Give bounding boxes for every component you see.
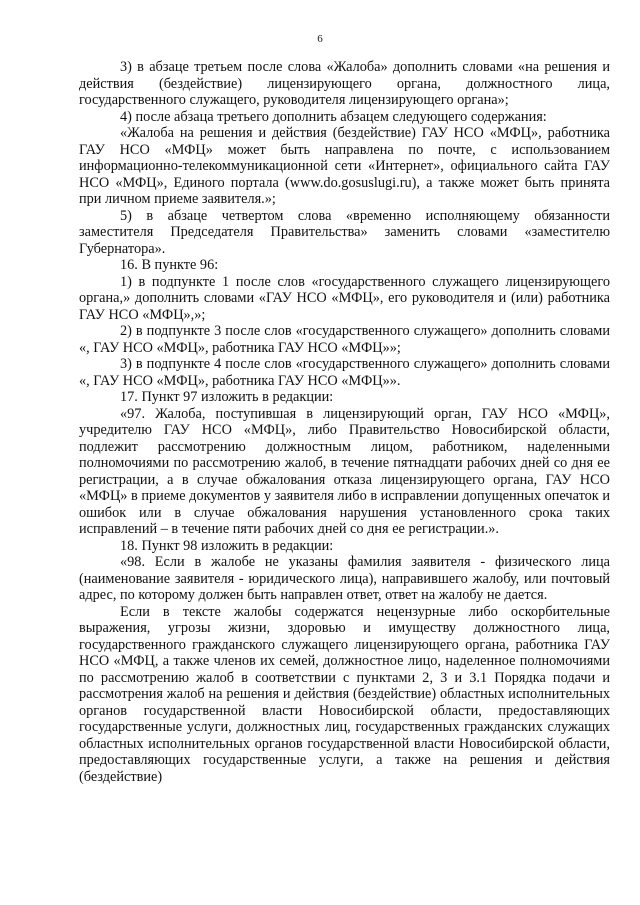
paragraph-section-16: 16. В пункте 96: xyxy=(120,257,219,273)
paragraph-obscene-content: Если в тексте жалобы содержатся нецензурные либо оскорбительные выражения, угрозы жизни, здоровью и имуществу должностного лица, государственного гражданского служащего лицензирующего органа, работника ГАУ НСО «МФЦ, а также членов их семей, должностное лицо, наделенное полномочиями по рассмотрению жалоб в соответствии с пунктами 2, 3 и 3.1 Порядка подачи и рассмотрения жалоб на решения и действия (бездействие) областных исполнительных органов государственной власти Новосибирской области, предоставляющих государственные услуги, должностных лиц, государственных гражданских служащих областных исполнительных органов государственной власти Новосибирской области, предоставляющих государственные услуги, а также на решения и действия (бездействие) xyxy=(79,603,610,785)
paragraph-section-17: 17. Пункт 97 изложить в редакции: xyxy=(120,389,334,405)
paragraph-item-3: 3) в абзаце третьем после слова «Жалоба» дополнить словами «на решения и действия (бездействие) лицензирующего органа, должностного лица, государственного служащего, руководителя лицензирующего органа»; xyxy=(79,59,610,108)
paragraph-clause-97: «97. Жалоба, поступившая в лицензирующий орган, ГАУ НСО «МФЦ», учредителю ГАУ НСО «МФЦ», либо Правительство Новосибирской области, подлежит рассмотрению должностным лицом, работником, наделенными полномочиями по рассмотрению жалоб, в течение пятнадцати рабочих дней со дня ее регистрации, а в случае обжалования отказа лицензирующего органа, ГАУ НСО «МФЦ» в приеме документов у заявителя либо в исправлении допущенных опечаток и ошибок или в случае обжалования нарушения установленного срока таких исправлений – в течение пяти рабочих дней со дня ее регистрации.». xyxy=(79,405,610,537)
paragraph-clause-98: «98. Если в жалобе не указаны фамилия заявителя - физического лица (наименование заявителя - юридического лица), направившего жалобу, или почтовый адрес, по которому должен быть направлен ответ, ответ на жалобу не дается. xyxy=(79,554,610,603)
paragraph-item-4: 4) после абзаца третьего дополнить абзацем следующего содержания: xyxy=(120,108,547,125)
page-number: 6 xyxy=(317,33,323,45)
document-body xyxy=(79,59,610,785)
paragraph-16-item-2: 2) в подпункте 3 после слов «государственного служащего» дополнить словами «, ГАУ НСО «МФЦ», работника ГАУ НСО «МФЦ»»; xyxy=(79,323,610,356)
paragraph-16-item-3: 3) в подпункте 4 после слов «государственного служащего» дополнить словами «, ГАУ НСО «МФЦ», работника ГАУ НСО «МФЦ»». xyxy=(79,356,610,389)
paragraph-complaint-text: «Жалоба на решения и действия (бездействие) ГАУ НСО «МФЦ», работника ГАУ НСО «МФЦ» может быть направлена по почте, с использованием информационно-телекоммуникационной сети «Интернет», официального сайта ГАУ НСО «МФЦ», Единого портала (www.do.gosuslugi.ru), а также может быть принята при личном приеме заявителя.»; xyxy=(79,125,610,207)
paragraph-section-18: 18. Пункт 98 изложить в редакции: xyxy=(120,537,334,554)
paragraph-item-5: 5) в абзаце четвертом слова «временно исполняющему обязанности заместителя Председателя Правительства» заменить словами «заместителю Губернатора». xyxy=(79,207,610,257)
paragraph-16-item-1: 1) в подпункте 1 после слов «государственного служащего лицензирующего органа,» дополнить словами «ГАУ НСО «МФЦ», его руководителя и (или) работника ГАУ НСО «МФЦ»,»; xyxy=(79,273,610,323)
